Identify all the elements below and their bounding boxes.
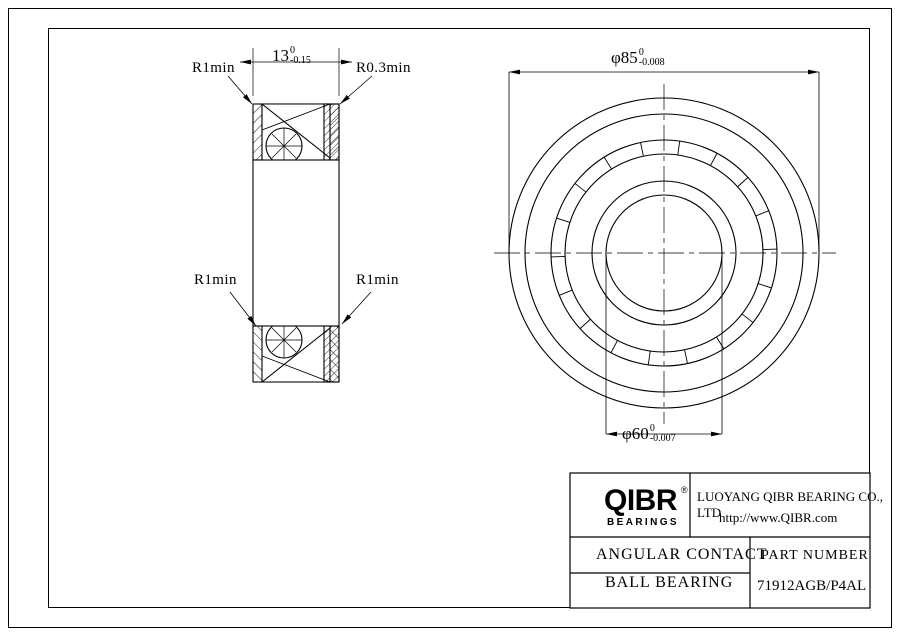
bore-tol-lower: -0.007 — [649, 433, 676, 444]
dimension-bore-diameter — [622, 424, 676, 444]
bore-tol-upper: 0 — [649, 423, 655, 434]
part-number-label: PART NUMBER — [761, 548, 869, 563]
dimension-outer-diameter — [611, 48, 665, 68]
company-website[interactable]: http://www.QIBR.com — [719, 510, 838, 525]
label-r1min-bottom-right: R1min — [356, 272, 399, 288]
od-tol-lower: -0.008 — [638, 57, 665, 68]
company-name: LUOYANG QIBR BEARING CO., LTD — [697, 489, 883, 520]
brand-logo: QIBR — [604, 484, 677, 517]
dimension-width-13 — [272, 46, 311, 66]
bore-symbol: φ60 — [622, 424, 649, 443]
brand-logo-subtitle: BEARINGS — [607, 517, 679, 528]
product-type-line-1: ANGULAR CONTACT — [596, 546, 768, 563]
dimension-width-tol-lower: -0.15 — [290, 55, 311, 66]
registered-trademark-icon: ® — [681, 485, 688, 495]
product-type-line-2: BALL BEARING — [605, 574, 734, 591]
od-tol-upper: 0 — [638, 47, 644, 58]
part-number-value: 71912AGB/P4AL — [757, 578, 867, 594]
label-r1min-bottom-left: R1min — [194, 272, 237, 288]
od-symbol: φ85 — [611, 48, 638, 67]
label-r1min-top-left: R1min — [192, 60, 235, 76]
dimension-width-value: 13 — [272, 46, 289, 65]
dimension-width-tol-upper: 0 — [290, 45, 295, 56]
label-r03min-top-right: R0.3min — [356, 60, 411, 76]
